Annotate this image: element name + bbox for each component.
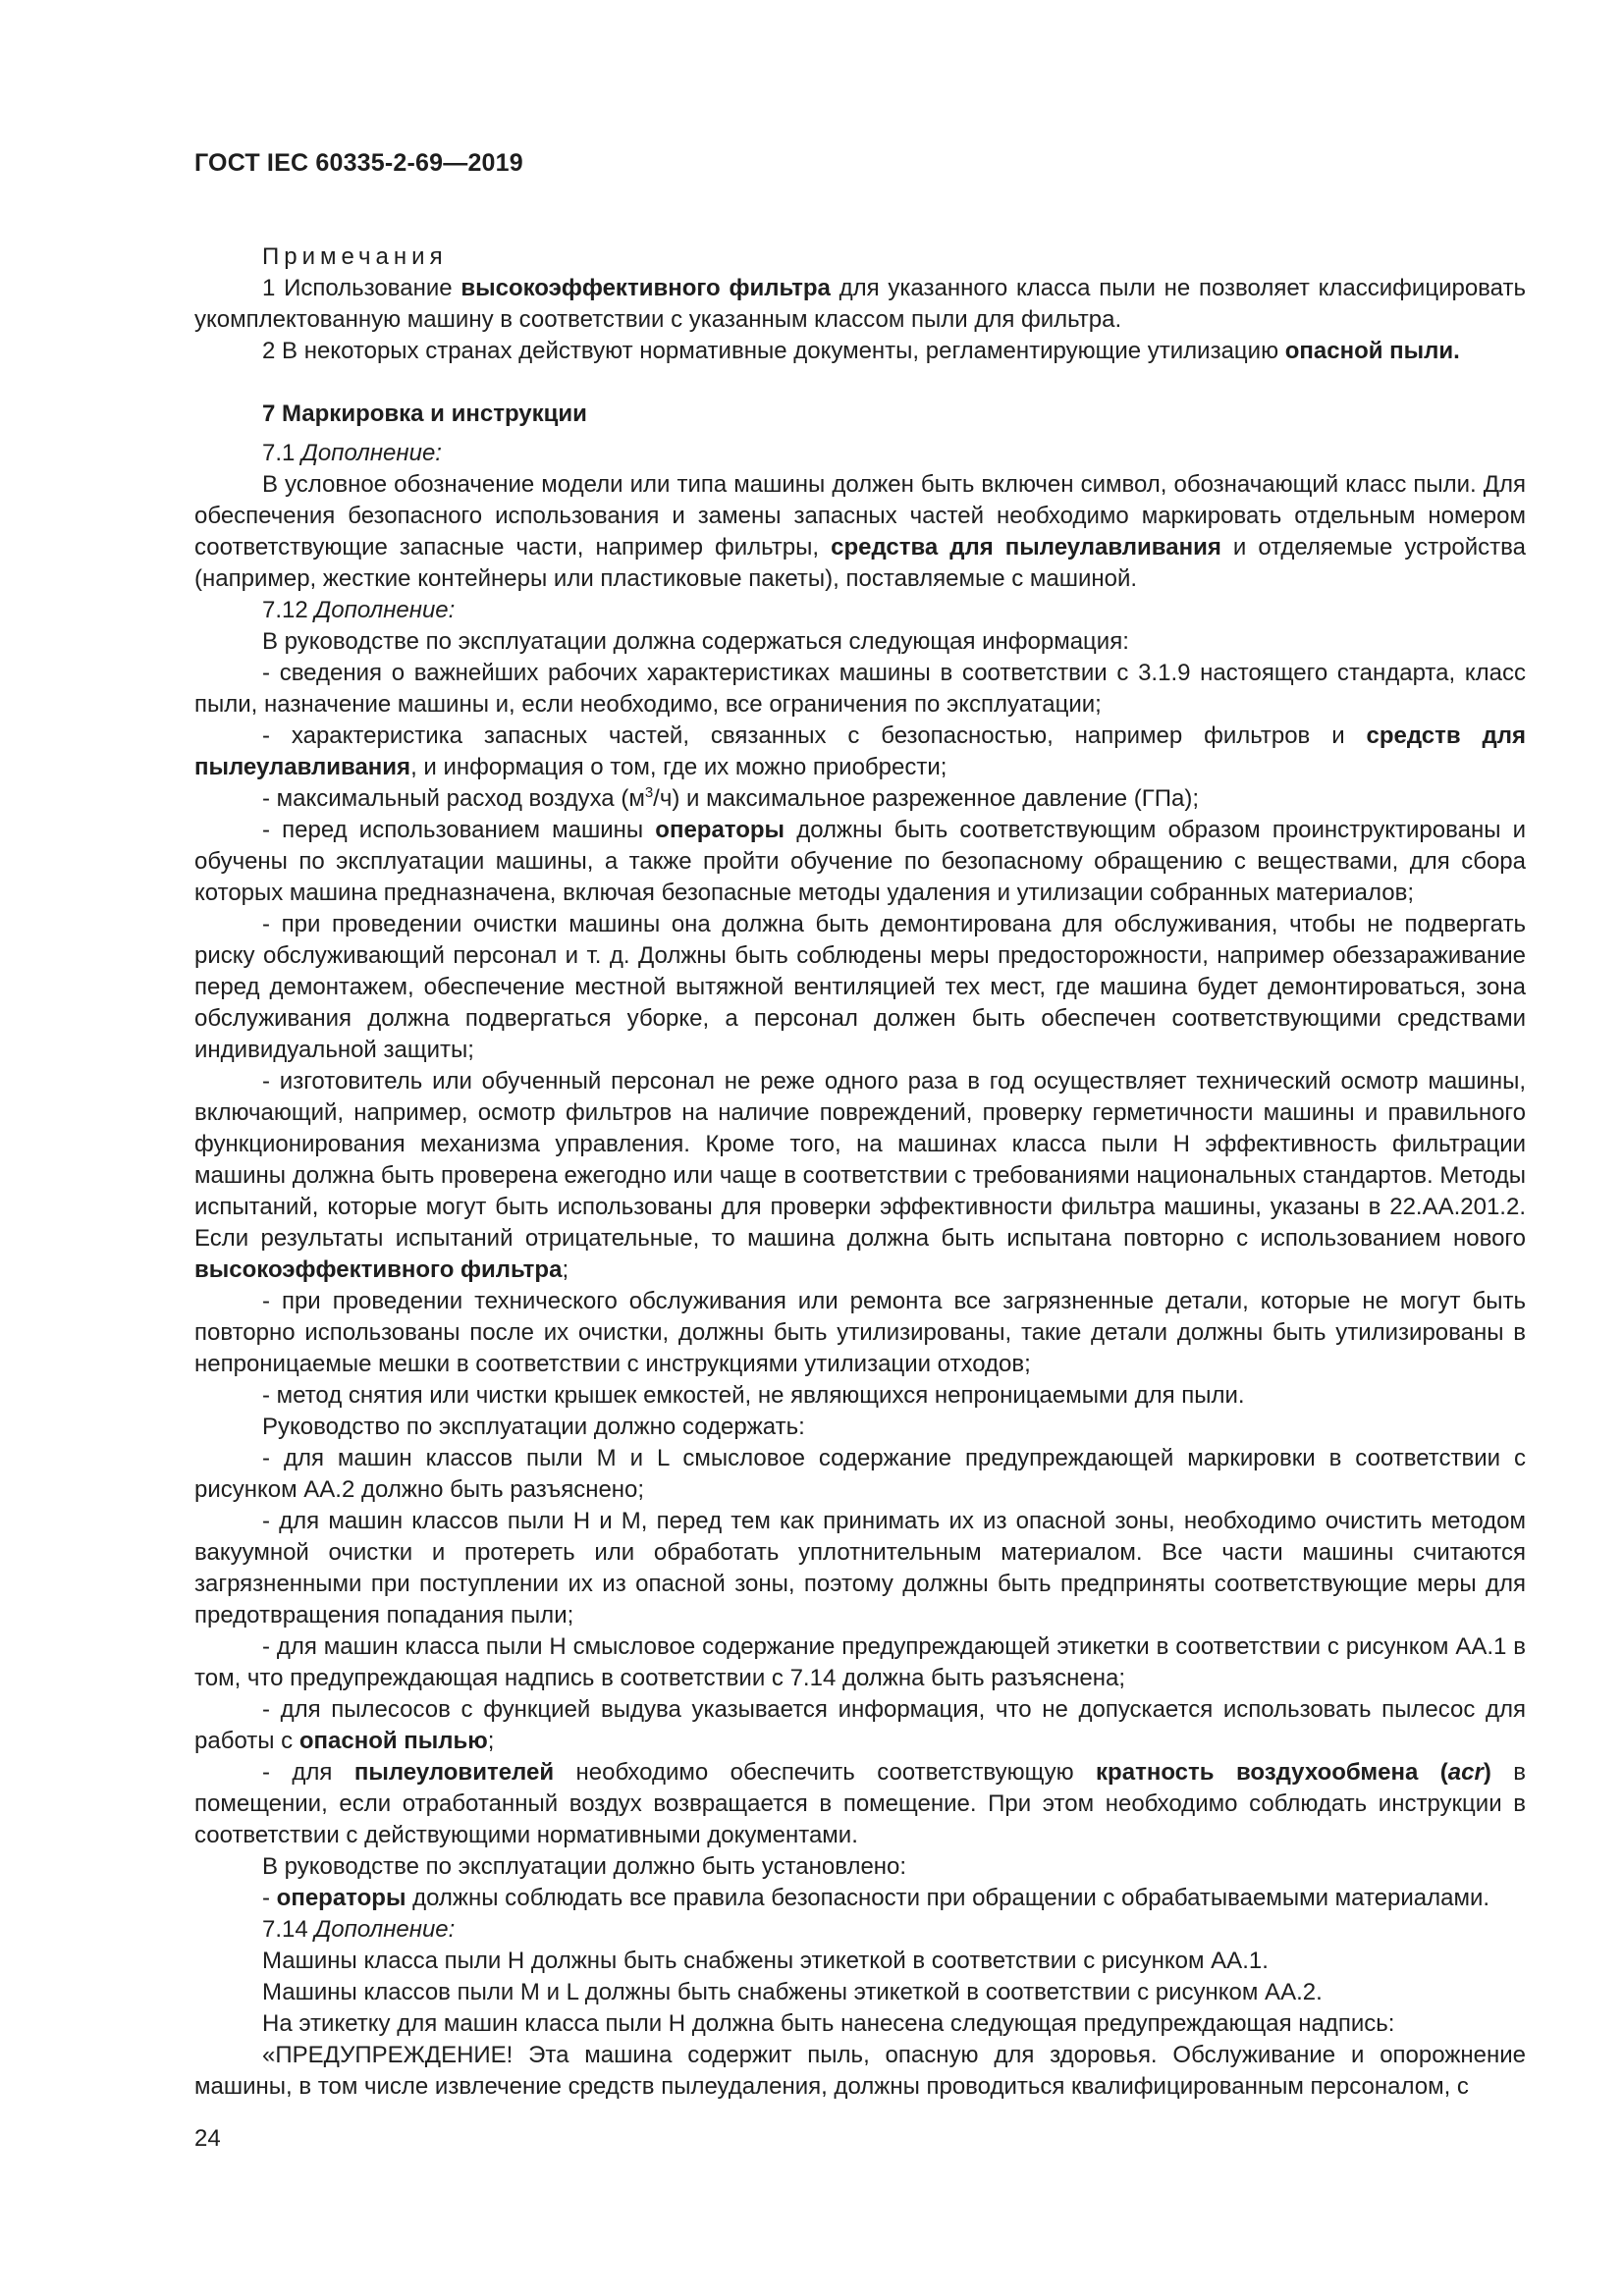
- note-2: 2 В некоторых странах действуют нормативные документы, регламентирующие утилизацию опасной пыли.: [262, 338, 1460, 364]
- clause-7-14-line: Машины классов пыли М и L должны быть снабжены этикеткой в соответствии с рисунком АА.2.: [262, 1979, 1323, 2005]
- clause-7-1-text: В условное обозначение модели или типа машины должен быть включен символ, обозначающий класс пыли. Для обеспечения безопасного использования и замены запасных частей необходимо маркировать отдельным номером соответствующие запасные части, например фильтры, средства для пылеулавливания и отделяемые устройства (например, жесткие контейнеры или пластиковые пакеты), поставляемые с машиной.: [194, 471, 1527, 592]
- list-item: - для пылесосов с функцией выдува указывается информация, что не допускается использовать пылесос для работы с опасной пылью;: [194, 1696, 1526, 1754]
- list-item: - для машин класса пыли Н смысловое содержание предупреждающей этикетки в соответствии с рисунком АА.1 в том, что предупреждающая надпись в соответствии с 7.14 должна быть разъяснена;: [194, 1633, 1526, 1691]
- clause-7-1-heading: 7.1 Дополнение:: [262, 440, 442, 466]
- page-number: 24: [194, 2125, 221, 2152]
- clause-7-12-intro-3: В руководстве по эксплуатации должно быть установлено:: [262, 1853, 907, 1880]
- document-page: [194, 147, 1526, 2103]
- list-item: - перед использованием машины операторы должны быть соответствующим образом проинструктированы и обучены по эксплуатации машины, а также пройти обучение по безопасному обращению с веществами, для сбора которых машина предназначена, включая безопасные методы удаления и утилизации собранных материалов;: [194, 817, 1527, 906]
- warning-text: «ПРЕДУПРЕЖДЕНИЕ! Эта машина содержит пыль, опасную для здоровья. Обслуживание и опорожнение машины, в том числе извлечение средств пылеудаления, должны проводиться квалифицированным персоналом, с: [194, 2042, 1526, 2100]
- clause-7-14-heading: 7.14 Дополнение:: [262, 1916, 456, 1943]
- list-item: - операторы должны соблюдать все правила безопасности при обращении с обрабатываемыми материалами.: [262, 1885, 1490, 1911]
- clause-7-14-line: Машины класса пыли Н должны быть снабжены этикеткой в соответствии с рисунком АА.1.: [262, 1948, 1269, 1974]
- list-item: - метод снятия или чистки крышек емкостей, не являющихся непроницаемыми для пыли.: [262, 1382, 1245, 1409]
- clause-7-14-line: На этикетку для машин класса пыли Н должна быть нанесена следующая предупреждающая надпись:: [262, 2010, 1395, 2037]
- list-item: - при проведении очистки машины она должна быть демонтирована для обслуживания, чтобы не подвергать риску обслуживающий персонал и т. д. Должны быть соблюдены меры предосторожности, например обеззараживание перед демонтажем, обеспечение местной вытяжной вентиляцией тех мест, где машина будет демонтироваться, зона обслуживания должна подвергаться уборке, а персонал должен быть обеспечен соответствующими средствами индивидуальной защиты;: [194, 911, 1526, 1063]
- list-item: - максимальный расход воздуха $(м^3/ч)$ и максимальное разреженное давление (ГПа);: [262, 784, 1200, 812]
- notes-title: Примечания: [262, 243, 448, 270]
- list-item: - для машин классов пыли Н и М, перед тем как принимать их из опасной зоны, необходимо очистить методом вакуумной очистки и протереть или обработать уплотнительным материалом. Все части машины считаются загрязненными при поступлении их из опасной зоны, поэтому должны быть предприняты соответствующие меры для предотвращения попадания пыли;: [194, 1508, 1526, 1629]
- clause-7-12-intro: В руководстве по эксплуатации должна содержаться следующая информация:: [262, 628, 1129, 655]
- document-header: ГОСТ IEC 60335-2-69—2019: [194, 149, 523, 177]
- term-hazardous-dust: опасной пыли.: [1284, 338, 1460, 364]
- clause-7-12-intro-2: Руководство по эксплуатации должно содержать:: [262, 1414, 805, 1440]
- note-1: 1 Использование высокоэффективного фильтра для указанного класса пыли не позволяет классифицировать укомплектованную машину в соответствии с указанным классом пыли для фильтра.: [194, 275, 1526, 333]
- list-item: - при проведении технического обслуживания или ремонта все загрязненные детали, которые не могут быть повторно использованы после их очистки, должны быть утилизированы, такие детали должны быть утилизированы в непроницаемые мешки в соответствии с инструкциями утилизации отходов;: [194, 1288, 1526, 1377]
- list-item: - характеристика запасных частей, связанных с безопасностью, например фильтров и средств для пылеулавливания, и информация о том, где их можно приобрести;: [194, 722, 1527, 780]
- list-item: - для пылеуловителей необходимо обеспечить соответствующую кратность воздухообмена (acr) в помещении, если отработанный воздух возвращается в помещение. При этом необходимо соблюдать инструкции в соответствии с действующими нормативными документами.: [194, 1759, 1527, 1848]
- section-heading: 7 Маркировка и инструкции: [262, 400, 587, 427]
- clause-7-12-heading: 7.12 Дополнение:: [262, 597, 456, 623]
- term-hepa-filter: высокоэффективного фильтра: [460, 275, 831, 301]
- term-dust-collection-means: средства для пылеулавливания: [831, 534, 1221, 561]
- list-item: - изготовитель или обученный персонал не реже одного раза в год осуществляет технический осмотр машины, включающий, например, осмотр фильтров на наличие повреждений, проверку герметичности машины и правильного функционирования механизма управления. Кроме того, на машинах класса пыли Н эффективность фильтрации машины должна быть проверена ежегодно или чаще в соответствии с требованиями национальных стандартов. Методы испытаний, которые могут быть использованы для проверки эффективности фильтра машины, указаны в 22.АА.201.2. Если результаты испытаний отрицательные, то машина должна быть испытана повторно с использованием нового высокоэффективного фильтра;: [194, 1068, 1526, 1283]
- list-item: - для машин классов пыли М и L смысловое содержание предупреждающей маркировки в соответствии с рисунком АА.2 должно быть разъяснено;: [194, 1445, 1526, 1503]
- list-item: - сведения о важнейших рабочих характеристиках машины в соответствии с 3.1.9 настоящего стандарта, класс пыли, назначение машины и, если необходимо, все ограничения по эксплуатации;: [194, 660, 1526, 718]
